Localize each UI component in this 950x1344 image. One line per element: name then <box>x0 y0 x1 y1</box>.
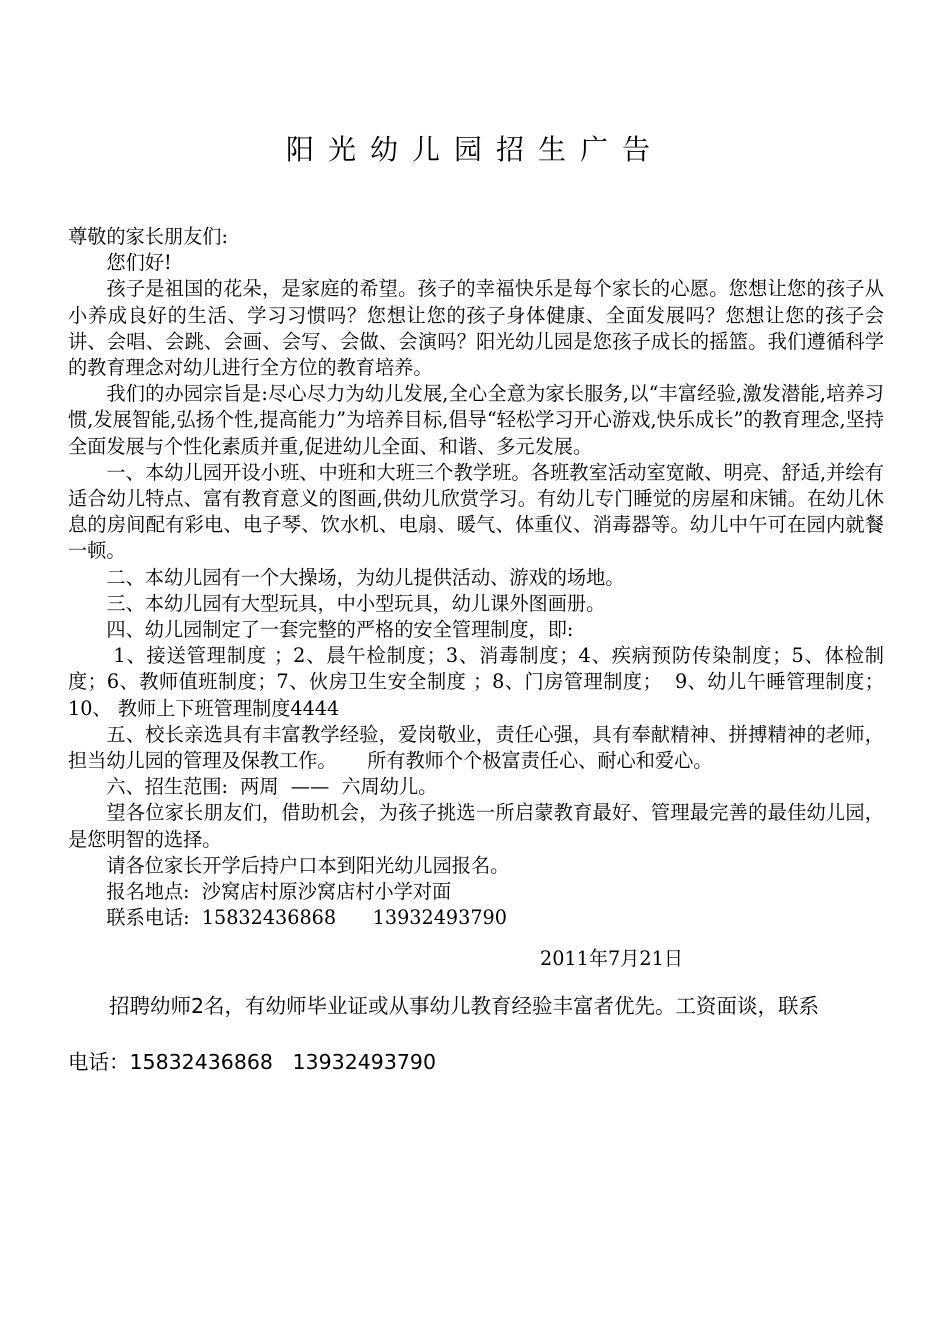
paragraph-playground: 二、本幼儿园有一个大操场，为幼儿提供活动、游戏的场地。 <box>106 565 625 589</box>
salutation: 尊敬的家长朋友们: <box>68 225 228 248</box>
paragraph-appeal: 望各位家长朋友们，借助机会，为孩子挑选一所启蒙教育最好、管理最完善的最佳幼儿园，是您明智的选择。 <box>68 801 884 851</box>
recruit-notice <box>68 978 884 1090</box>
paragraph-safety-rules: 1、接送管理制度 ；2、晨午检制度；3、消毒制度；4、疾病预防传染制度；5、体检制度；6、教师值班制度；7、伙房卫生安全制度 ；8、门房管理制度； 9、幼儿午睡管理制度； 10、 教师上下班管理制度4444 <box>68 644 897 720</box>
paragraph-contact-phone: 联系电话: 15832436868 13932493790 <box>106 906 507 930</box>
paragraph-safety: 四、幼儿园制定了一套完整的严格的安全管理制度，即: <box>106 618 574 642</box>
greeting: 您们好! <box>106 251 172 275</box>
recruit-text: 招聘幼师2名，有幼师毕业证或从事幼儿教育经验丰富者优先。工资面谈，联系 <box>109 994 820 1018</box>
paragraph-classes: 一、本幼儿园开设小班、中班和大班三个教学班。各班教室活动室宽敞、明亮、舒适,并绘有适合幼儿特点、富有教育意义的图画,供幼儿欣赏学习。有幼儿专门睡觉的房屋和床铺。在幼儿休息的房间配有彩电、电子琴、饮水机、电扇、暖气、体重仪、消毒器等。幼儿中午可在园内就餐一顿。 <box>68 460 884 563</box>
paragraph-intro: 孩子是祖国的花朵，是家庭的希望。孩子的幸福快乐是每个家长的心愿。您想让您的孩子从小养成良好的生活、学习习惯吗？您想让您的孩子身体健康、全面发展吗？您想让您的孩子会讲、会唱、会跳、会画、会写、会做、会演吗？阳光幼儿园是您孩子成长的摇篮。我们遵循科学的教育理念对幼儿进行全方位的教育培养。 <box>68 277 884 380</box>
recruit-phone: 电话：15832436868 13932493790 <box>68 1050 436 1074</box>
letter-body <box>68 224 897 931</box>
paragraph-enrollment-range: 六、招生范围: 两周 —— 六周幼儿。 <box>106 775 438 799</box>
paragraph-mission: 我们的办园宗旨是:尽心尽力为幼儿发展,全心全意为家长服务,以“丰富经验,激发潜能,培养习惯,发展智能,弘扬个性,提高能力”为培养目标,倡导“轻松学习开心游戏,快乐成长”的教育理念,坚持全面发展与个性化素质并重,促进幼儿全面、和谐、多元发展。 <box>68 382 884 458</box>
paragraph-registration: 请各位家长开学后持户口本到阳光幼儿园报名。 <box>106 853 510 877</box>
paragraph-teachers: 五、校长亲选具有丰富教学经验，爱岗敬业，责任心强，具有奉献精神、拼搏精神的老师，担当幼儿园的管理及保教工作。 所有教师个个极富责任心、耐心和爱心。 <box>68 722 884 773</box>
paragraph-toys: 三、本幼儿园有大型玩具，中小型玩具，幼儿课外图画册。 <box>106 591 606 615</box>
paragraph-address: 报名地点: 沙窝店村原沙窝店村小学对面 <box>106 880 452 904</box>
letter-date: 2011年7月21日 <box>540 947 684 970</box>
page-title: 阳光幼儿园招生广告 <box>285 133 664 166</box>
